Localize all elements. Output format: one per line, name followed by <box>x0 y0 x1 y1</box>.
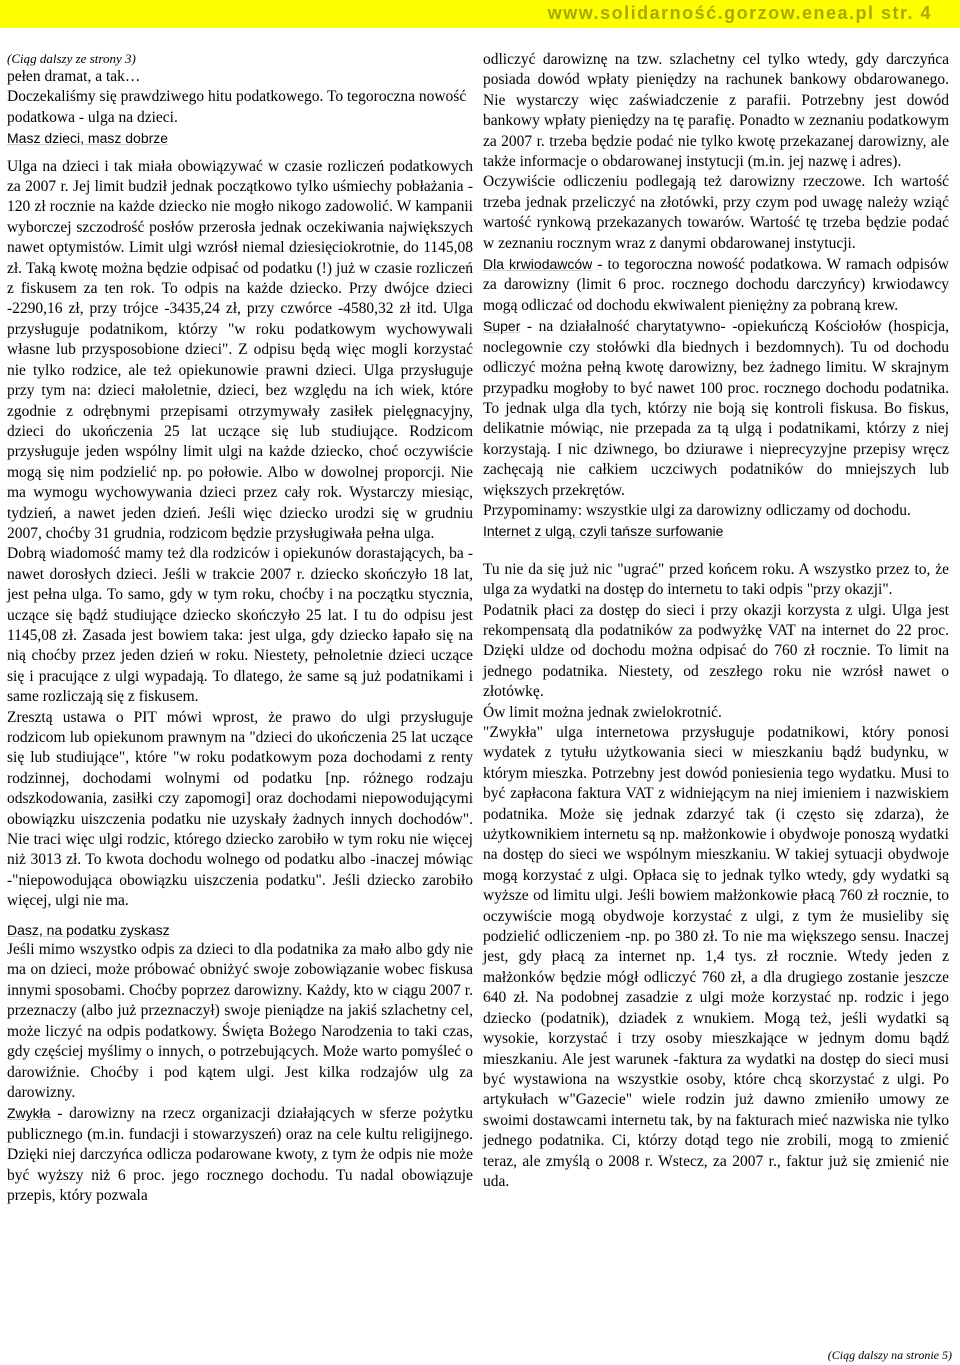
right-column <box>483 50 949 1192</box>
text-krwiodawcy: - to tegoroczna nowość podatkowa. W ramach odpisów za darowizny (limit 6 proc. rocznego dochodu darczyńcy) krwiodawcy mogą odliczać od dochodu ekwiwalent pieniężny za pobraną krew. <box>483 256 949 314</box>
label-zwykla: Zwykła <box>7 1105 51 1122</box>
paragraph-child-relief: Ulga na dzieci i tak miała obowiązywać w czasie rozliczeń podatkowych za 2007 r. Jej limit budził jednak początkowo tylko uśmiechy pobłażania - 120 zł rocznie na każde dziecko nie mogło nikogo zadowolić. W kampanii wyborczej szczodrość posłów przerosła jednak oczekiwania największych nawet optymistów. Limit ulgi wzrósł niemal dziesięciokrotnie, do 1145,08 zł. Taką kwotę można będzie odpisać od podatku (!) już w czasie rozliczeń z fiskusem za ten rok. To odpis na każde dziecko. Przy dwójce dzieci -2290,16 zł, przy trójce -3435,24 zł, przy czwórce -4580,32 zł itd. Ulga przysługuje podatnikom, którzy "w roku podatkowym wychowywali własne lub przysposobione dzieci". Z odpisu będą więc mogli korzystać nie tylko rodzice, ale też opiekunowie prawni dzieci. Ulga przysługuje przy tym na: dzieci małoletnie, dzieci, bez względu na ich wiek, które zgodnie z odrębnymi przepisami otrzymywały zasiłek pielęgnacyjny, dzieci do ukończenia 25 lat uczące się lub studiujące. Rodzicom przysługuje jeden wspólny limit ulgi na każde dziecko, choć oczywiście mogą się nim podzielić np. po połowie. Albo w dowolnej proporcji. Nie ma wymogu wychowywania dzieci przez cały rok. Wystarczy miesiąc, tydzień, a nawet jeden dzień. Jeśli więc dziecko urodzi się w grudniu 2007, choćby 31 grudnia, rodzicom będzie przysługiwała pełna ulga. <box>7 157 473 542</box>
text-zwykla: - darowizny na rzecz organizacji działających w sferze pożytku publicznego (m.in. fundacji i stowarzyszeń) oraz na cele kultu religijnego. Dzięki niej darczyńca odlicza podarowane kwoty, z tym że odpis nie może być wyższy niż 6 proc. jego rocznego dochodu. Tu nadal obowiązuje przepis, który pozwala <box>7 1105 473 1204</box>
heading-dasz-zyskasz: Dasz, na podatku zyskasz <box>7 921 170 938</box>
heading-masz-dzieci: Masz dzieci, masz dobrze <box>7 130 169 147</box>
paragraph-multiply: Ów limit można jednak zwielokrotnić. <box>483 703 722 721</box>
heading-internet: Internet z ulgą, czyli tańsze surfowanie <box>483 523 724 540</box>
paragraph-blood-donors <box>483 254 949 316</box>
text-super: - na działalność charytatywno- -opiekuńczą Kościołów (hospicja, noclegownie czy stołówki dla biednych i bezdomnych). Tu od dochodu odliczyć można pełną kwotę darowizny, bez żadnego limitu. W skrajnym przypadku mogłoby to być nawet 100 proc. rocznego dochodu podatnika. To jednak ulga dla tych, którzy nie boją się kontroli fiskusa. Bo fiskus, delikatnie mówiąc, nie przepada za tą ulgą i podatnikami, którzy z niej korzystają. I nic dziwnego, bo dziurawe i nieprecyzyjne przepisy wręcz zachęcają nie całkiem uczciwych podatników do mniejszych lub większych przekrętów. <box>483 318 949 499</box>
intro-paragraph: Doczekaliśmy się prawdziwego hitu podatkowego. To tegoroczna nowość podatkowa - ulga na dzieci. <box>7 88 467 126</box>
intro-line: pełen dramat, a tak… <box>7 68 141 85</box>
continued-from-note: (Ciąg dalszy ze strony 3) <box>7 51 136 66</box>
header-bar <box>0 0 960 28</box>
paragraph-donations: Jeśli mimo wszystko odpis za dzieci to dla podatnika za mało albo gdy nie ma on dzieci, może próbować obniżyć swoje zobowiązanie wobec fiskusa innymi sposobami. Choćby poprzez darowizny. Każdy, kto w ciągu 2007 r. przeznaczy (albo już przeznaczył) swoje pieniądze na jakiś szlachetny cel, może liczyć na odpis podatkowy. Święta Bożego Narodzenia to taki czas, gdy częściej myślimy o innych, o potrzebujących. Może warto pomyśleć o darowiźnie. Choćby i pod kątem ulgi. Jest kilka rodzajów ulg za darowizny. <box>7 941 473 1101</box>
paragraph-ordinary-relief <box>7 1103 473 1206</box>
paragraph-donation-proof: odliczyć darowiznę na tzw. szlachetny cel tylko wtedy, gdy darczyńca posiada dowód wpłaty pieniędzy na rachunek bankowy obdarowanego. Nie wystarczy więc zaświadczenie z parafii. Potrzebny jest dowód bankowy wpłaty pieniędzy na tę parafię. Ponadto w zeznaniu podatkowym za 2007 r. trzeba będzie podać nie tylko kwotę przekazanej darowizny, ale także informacje o obdarowanej instytucji (m.in. jej nazwę i adres). <box>483 51 949 171</box>
header-url-page: www.solidarność.gorzow.enea.pl str. 4 <box>547 3 932 23</box>
paragraph-super-relief <box>483 316 949 501</box>
paragraph-in-kind: Oczywiście odliczeniu podlegają też darowizny rzeczowe. Ich wartość trzeba jednak przeliczyć na złotówki, przy czym pod uwagę należy wziąć wartość rynkową przekazanych towarów. Wartość tę trzeba będzie podać w zeznaniu rocznym wraz z danymi obdarowanej instytucji. <box>483 173 949 252</box>
label-krwiodawcy: Dla krwiodawców <box>483 256 593 273</box>
paragraph-pit-act: Zresztą ustawa o PIT mówi wprost, że prawo do ulgi przysługuje rodzicom lub opiekunom prawnym na "dzieci do ukończenia 25 lat uczące się lub studiujące", które "w roku podatkowym poza dochodami z renty rodzinnej, dochodami wolnymi od podatku [np. różnego rodzaju odszkodowania, zasiłki czy zapomogi] oraz dochodami niepowodującymi obowiązku uiszczenia podatku nie uzyskały żadnych innych dochodów". Nie traci więc ulgi rodzic, którego dziecko zarobiło w tym roku nie więcej niż 3013 zł. To kwota dochodu wolnego od podatku albo -inaczej mówiąc -"niepowodująca obowiązku uiszczenia podatku". Jeśli dziecko zarobiło więcej, ulgi nie ma. <box>7 708 473 910</box>
label-super: Super <box>483 318 521 335</box>
paragraph-internet-details: "Zwykła" ulga internetowa przysługuje podatnikowi, który ponosi wydatek z tytułu użytkowania sieci w mieszkaniu bądź budynku, w którym mieszka. Potrzebny jest dowód poniesienia tego wydatku. Musi to być zapłacona faktura VAT z widniejącym na niej imieniem i nazwiskiem podatnika. Może się jednak zdarzyć tak (i często się zdarza), że użytkownikiem internetu są np. małżonkowie i obydwoje ponoszą wydatki na dostęp do sieci we wspólnym mieszkaniu. W takiej sytuacji obydwoje mogą korzystać z ulgi. Opłaca się to jednak tylko wtedy, gdy wydatki są wyższe od limitu ulgi. Jeśli bowiem małżonkowie płacą 760 zł rocznie, to oczywiście mogą obydwoje korzystać z ulgi, z tym że musieliby się podzielić odliczeniem -np. po 380 zł. To nie ma większego sensu. Inaczej jest, gdy płacą za internet np. 1,4 tys. zł rocznie. Wtedy jeden z małżonków będzie mógł odliczyć 760 zł, a dla drugiego zostanie jeszcze 640 zł. Na podobnej zasadzie z ulgi może korzystać np. rodzic i jego dziecko (podatnik), dziadek z wnukiem. Mogą też, jeśli wydatki są wysokie, korzystać i trzy osoby mieszkające w jednym domu bądź mieszkaniu. Ale jest warunek -faktura za wydatki na dostęp do sieci musi być wystawiona na wszystkie osoby, które chcą skorzystać z ulgi. Po artykułach w"Gazecie" wiele rodzin już dawno zmieniło umowy ze swoimi dostawcami internetu tak, by na fakturach mieć nazwiska nie tylko jednego podatnika. Ci, którzy dotąd tego nie zrobili, mogą to zmienić teraz, ale zmyślą o 2008 r. Wstecz, za 2007 r., faktur już się zmienić nie uda. <box>483 724 949 1190</box>
left-column <box>7 50 473 1206</box>
paragraph-internet-limit: Podatnik płaci za dostęp do sieci i przy okazji korzysta z ulgi. Ulga jest rekompensatą dla podatników za podwyżkę VAT na internet do 22 proc. Dzięki uldze od dochodu można odpisać do 760 zł rocznie. To limit na jednego podatnika. Niestety, od zeszłego roku nie wzrósł nawet o złotówkę. <box>483 601 949 701</box>
paragraph-reminder: Przypominamy: wszystkie ulgi za darowizny odliczamy od dochodu. <box>483 501 911 519</box>
paragraph-internet-intro: Tu nie da się już nic "ugrać" przed końcem roku. A wszystko przez to, że ulga za wydatki na dostęp do internetu to taki odpis "przy okazji". <box>483 560 949 599</box>
continued-on-note: (Ciąg dalszy na stronie 5) <box>827 1348 952 1362</box>
paragraph-adult-children: Dobrą wiadomość mamy też dla rodziców i opiekunów dorastających, ba - nawet dorosłych dzieci. Jeśli w trakcie 2007 r. dziecko skończyło 18 lat, jest pełna ulga. To samo, gdy w tym roku, choćby i na początku stycznia, uczące się bądź studiujące dziecko skończyło 25 lat. I tu do odpisu jest 1145,08 zł. Zasada jest bowiem taka: jest ulga, gdy dziecko łapało się na nią choćby przez jeden dzień w roku. Niestety, pełnoletnie dzieci uczące się i pracujące z ulgi wypadają. To dlatego, że same są już podatnikami i same rozliczają się z fiskusem. <box>7 545 473 706</box>
